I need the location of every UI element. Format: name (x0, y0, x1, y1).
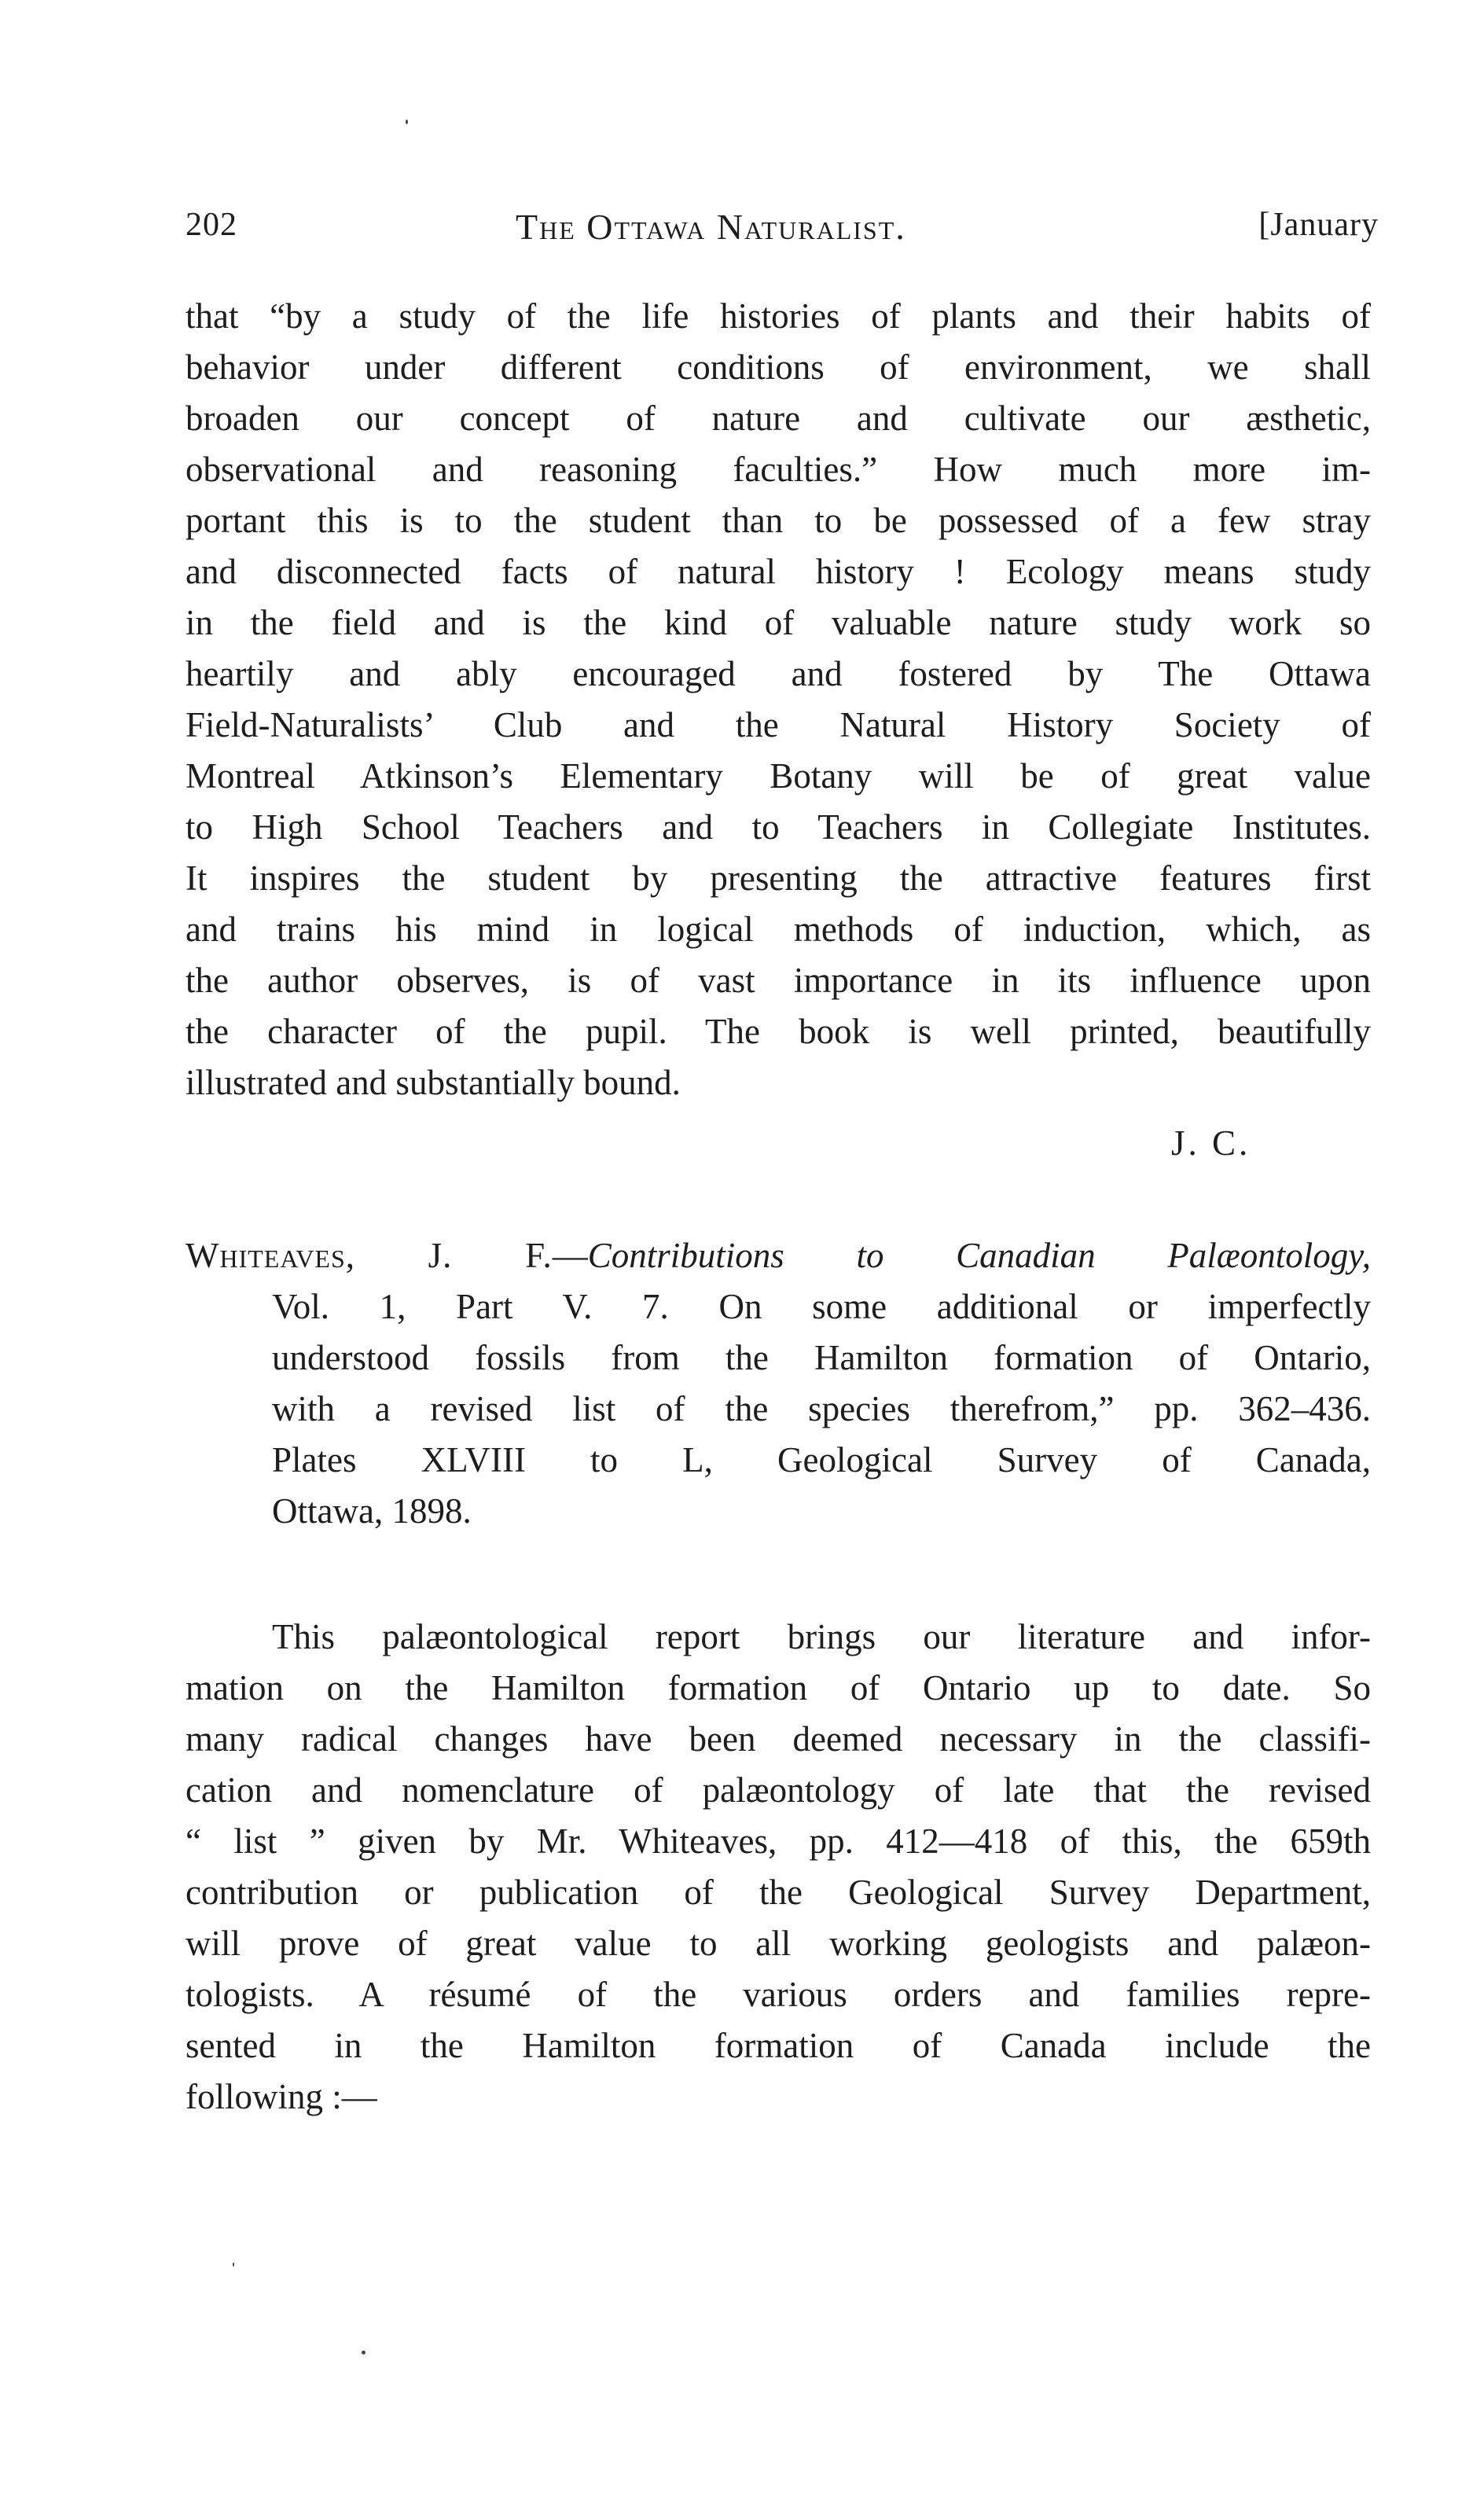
scan-speck (233, 2263, 234, 2266)
paragraph-line: and trains his mind in logical methods of induction, which, as (186, 910, 1371, 949)
paragraph-line: It inspires the student by presenting the attractive features first (186, 858, 1371, 898)
paragraph-line: portant this is to the student than to be possessed of a few stray (186, 501, 1371, 540)
paragraph-line: observational and reasoning faculties.” How much more im- (186, 450, 1371, 489)
citation-line: understood fossils from the Hamilton formation of Ontario, (272, 1338, 1371, 1377)
paragraph-line: Field-Naturalists’ Club and the Natural History Society of (186, 705, 1371, 744)
scan-speck (406, 119, 408, 124)
paragraph-line: Montreal Atkinson’s Elementary Botany will be of great value (186, 756, 1371, 796)
paragraph-line: to High School Teachers and to Teachers in Collegiate Institutes. (186, 807, 1371, 847)
paragraph-line: tologists. A résumé of the various orders and families repre- (186, 1975, 1371, 2014)
paragraph-line: will prove of great value to all working geologists and palæon- (186, 1924, 1371, 1963)
paragraph-line: contribution or publication of the Geological Survey Department, (186, 1873, 1371, 1912)
paragraph-line: heartily and ably encouraged and fostered by The Ottawa (186, 654, 1371, 693)
citation-title: Contributions to Canadian Palæontology, (587, 1236, 1371, 1275)
scan-speck (362, 2351, 365, 2354)
paragraph-line: the author observes, is of vast importance in its influence upon (186, 961, 1371, 1000)
paragraph-line: the character of the pupil. The book is well printed, beautifully (186, 1012, 1371, 1051)
paragraph-line: broaden our concept of nature and cultivate our æsthetic, (186, 399, 1371, 438)
paragraph-line: illustrated and substantially bound. (186, 1063, 681, 1102)
paragraph-line: many radical changes have been deemed necessary in the classifi- (186, 1719, 1371, 1759)
page-number: 202 (186, 207, 237, 243)
citation-author: Whiteaves, J. F. (186, 1236, 553, 1275)
citation-heading (186, 1232, 1371, 1279)
paragraph-line: cation and nomenclature of palæontology of late that the revised (186, 1770, 1371, 1810)
paragraph-line: following :— (186, 2077, 377, 2116)
paragraph-line: mation on the Hamilton formation of Ontario up to date. So (186, 1668, 1371, 1707)
paragraph-line: that “by a study of the life histories of plants and their habits of (186, 296, 1371, 336)
reviewer-signature: J. C. (1171, 1123, 1251, 1163)
paragraph-line: behavior under different conditions of environment, we shall (186, 347, 1371, 387)
citation-line: Ottawa, 1898. (272, 1491, 472, 1531)
citation-line: Vol. 1, Part V. 7. On some additional or imperfectly (272, 1287, 1371, 1326)
issue-month: [January (1258, 207, 1379, 243)
citation-line: with a revised list of the species therefrom,” pp. 362–436. (272, 1389, 1371, 1428)
paragraph-line: in the field and is the kind of valuable nature study work so (186, 603, 1371, 642)
paragraph-line: “ list ” given by Mr. Whiteaves, pp. 412—418 of this, the 659th (186, 1821, 1371, 1861)
page-header (186, 206, 1379, 256)
running-title: The Ottawa Naturalist. (516, 207, 906, 247)
citation-dash: — (552, 1236, 588, 1275)
citation-line: Plates XLVIII to L, Geological Survey of Canada, (272, 1440, 1371, 1480)
paragraph-line: sented in the Hamilton formation of Canada include the (186, 2026, 1371, 2065)
paragraph-line: This palæontological report brings our literature and infor- (272, 1617, 1371, 1656)
paragraph-line: and disconnected facts of natural history ! Ecology means study (186, 552, 1371, 591)
